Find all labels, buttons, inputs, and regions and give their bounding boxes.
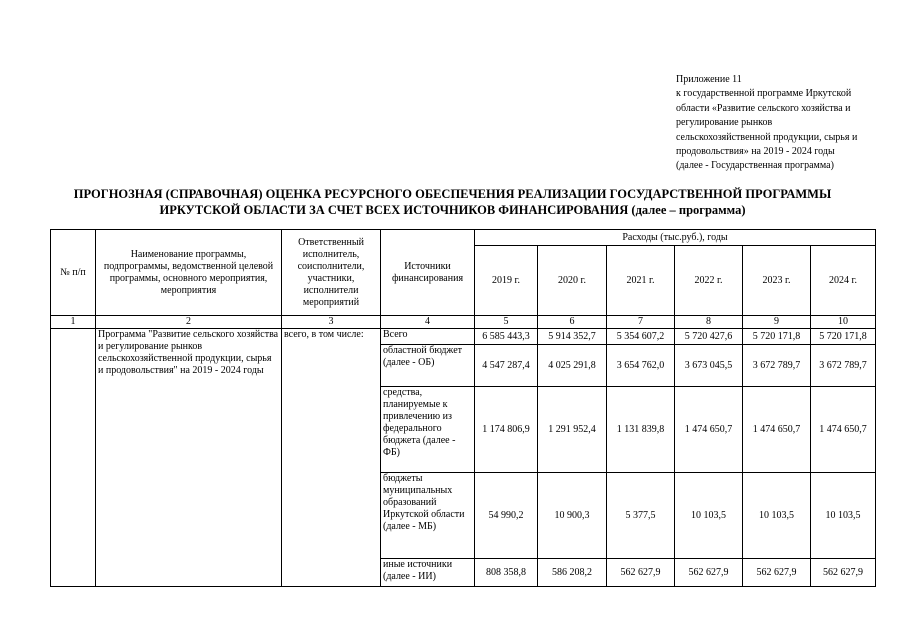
value-cell: 1 474 650,7 [811, 387, 876, 473]
header-year: 2019 г. [475, 246, 538, 316]
value-cell: 1 174 806,9 [475, 387, 538, 473]
document-title [40, 186, 865, 218]
source-cell: областной бюджет (далее - ОБ) [381, 345, 475, 387]
value-cell: 54 990,2 [475, 473, 538, 559]
index-cell: 1 [51, 316, 96, 329]
value-cell: 562 627,9 [675, 559, 743, 587]
appendix-line: сельскохозяйственной продукции, сырья и [676, 131, 858, 143]
value-cell: 5 720 171,8 [743, 329, 811, 345]
source-cell: Всего [381, 329, 475, 345]
value-cell: 808 358,8 [475, 559, 538, 587]
value-cell: 10 103,5 [811, 473, 876, 559]
header-num: № п/п [51, 230, 96, 316]
value-cell: 3 654 762,0 [607, 345, 675, 387]
value-cell: 586 208,2 [538, 559, 607, 587]
value-cell: 562 627,9 [743, 559, 811, 587]
index-cell: 10 [811, 316, 876, 329]
header-year: 2020 г. [538, 246, 607, 316]
header-responsible: Ответственный исполнитель, соисполнители, участники, исполнители мероприятий [282, 230, 381, 316]
title-line-2: ИРКУТСКОЙ ОБЛАСТИ ЗА СЧЕТ ВСЕХ ИСТОЧНИКОВ ФИНАНСИРОВАНИЯ (далее – программа) [159, 203, 746, 217]
index-cell: 7 [607, 316, 675, 329]
table-row [51, 329, 876, 345]
source-cell: бюджеты муниципальных образований Иркутской области (далее - МБ) [381, 473, 475, 559]
header-expenses: Расходы (тыс.руб.), годы [475, 230, 876, 246]
value-cell: 5 354 607,2 [607, 329, 675, 345]
value-cell: 1 291 952,4 [538, 387, 607, 473]
value-cell: 1 474 650,7 [675, 387, 743, 473]
header-year: 2024 г. [811, 246, 876, 316]
header-year: 2022 г. [675, 246, 743, 316]
header-year: 2023 г. [743, 246, 811, 316]
value-cell: 5 377,5 [607, 473, 675, 559]
appendix-line: (далее - Государственная программа) [676, 160, 834, 172]
value-cell: 1 474 650,7 [743, 387, 811, 473]
value-cell: 10 103,5 [675, 473, 743, 559]
source-cell: средства, планируемые к привлечению из федерального бюджета (далее - ФБ) [381, 387, 475, 473]
appendix-line: к государственной программе Иркутской [676, 88, 852, 100]
value-cell: 1 131 839,8 [607, 387, 675, 473]
index-cell: 8 [675, 316, 743, 329]
value-cell: 562 627,9 [607, 559, 675, 587]
index-cell: 5 [475, 316, 538, 329]
header-name: Наименование программы, подпрограммы, ведомственной целевой программы, основного мероприятия, мероприятия [96, 230, 282, 316]
value-cell: 6 585 443,3 [475, 329, 538, 345]
appendix-line: регулирование рынков [676, 117, 773, 129]
value-cell: 5 914 352,7 [538, 329, 607, 345]
index-cell: 2 [96, 316, 282, 329]
index-cell: 4 [381, 316, 475, 329]
value-cell: 3 672 789,7 [811, 345, 876, 387]
value-cell: 5 720 171,8 [811, 329, 876, 345]
value-cell: 10 900,3 [538, 473, 607, 559]
value-cell: 562 627,9 [811, 559, 876, 587]
value-cell: 3 672 789,7 [743, 345, 811, 387]
index-cell: 9 [743, 316, 811, 329]
value-cell: 10 103,5 [743, 473, 811, 559]
title-line-1: ПРОГНОЗНАЯ (СПРАВОЧНАЯ) ОЦЕНКА РЕСУРСНОГО ОБЕСПЕЧЕНИЯ РЕАЛИЗАЦИИ ГОСУДАРСТВЕННОЙ ПРОГРАММЫ [73, 187, 832, 201]
index-cell: 6 [538, 316, 607, 329]
appendix-line: продовольствия» на 2019 - 2024 годы [676, 146, 835, 158]
appendix-line: Приложение 11 [676, 74, 742, 85]
source-cell: иные источники (далее - ИИ) [381, 559, 475, 587]
program-name: Программа "Развитие сельского хозяйства и регулирование рынков сельскохозяйственной продукции, сырья и продовольствия" на 2019 - 2024 годы [96, 329, 282, 587]
index-cell: 3 [282, 316, 381, 329]
value-cell: 4 025 291,8 [538, 345, 607, 387]
index-row [51, 316, 876, 329]
resource-table [50, 229, 876, 587]
header-sources: Источники финансирования [381, 230, 475, 316]
appendix-note [676, 73, 891, 174]
program-responsible: всего, в том числе: [282, 329, 381, 587]
value-cell: 3 673 045,5 [675, 345, 743, 387]
value-cell: 4 547 287,4 [475, 345, 538, 387]
appendix-line: области «Развитие сельского хозяйства и [676, 102, 851, 114]
value-cell: 5 720 427,6 [675, 329, 743, 345]
header-year: 2021 г. [607, 246, 675, 316]
program-num [51, 329, 96, 587]
